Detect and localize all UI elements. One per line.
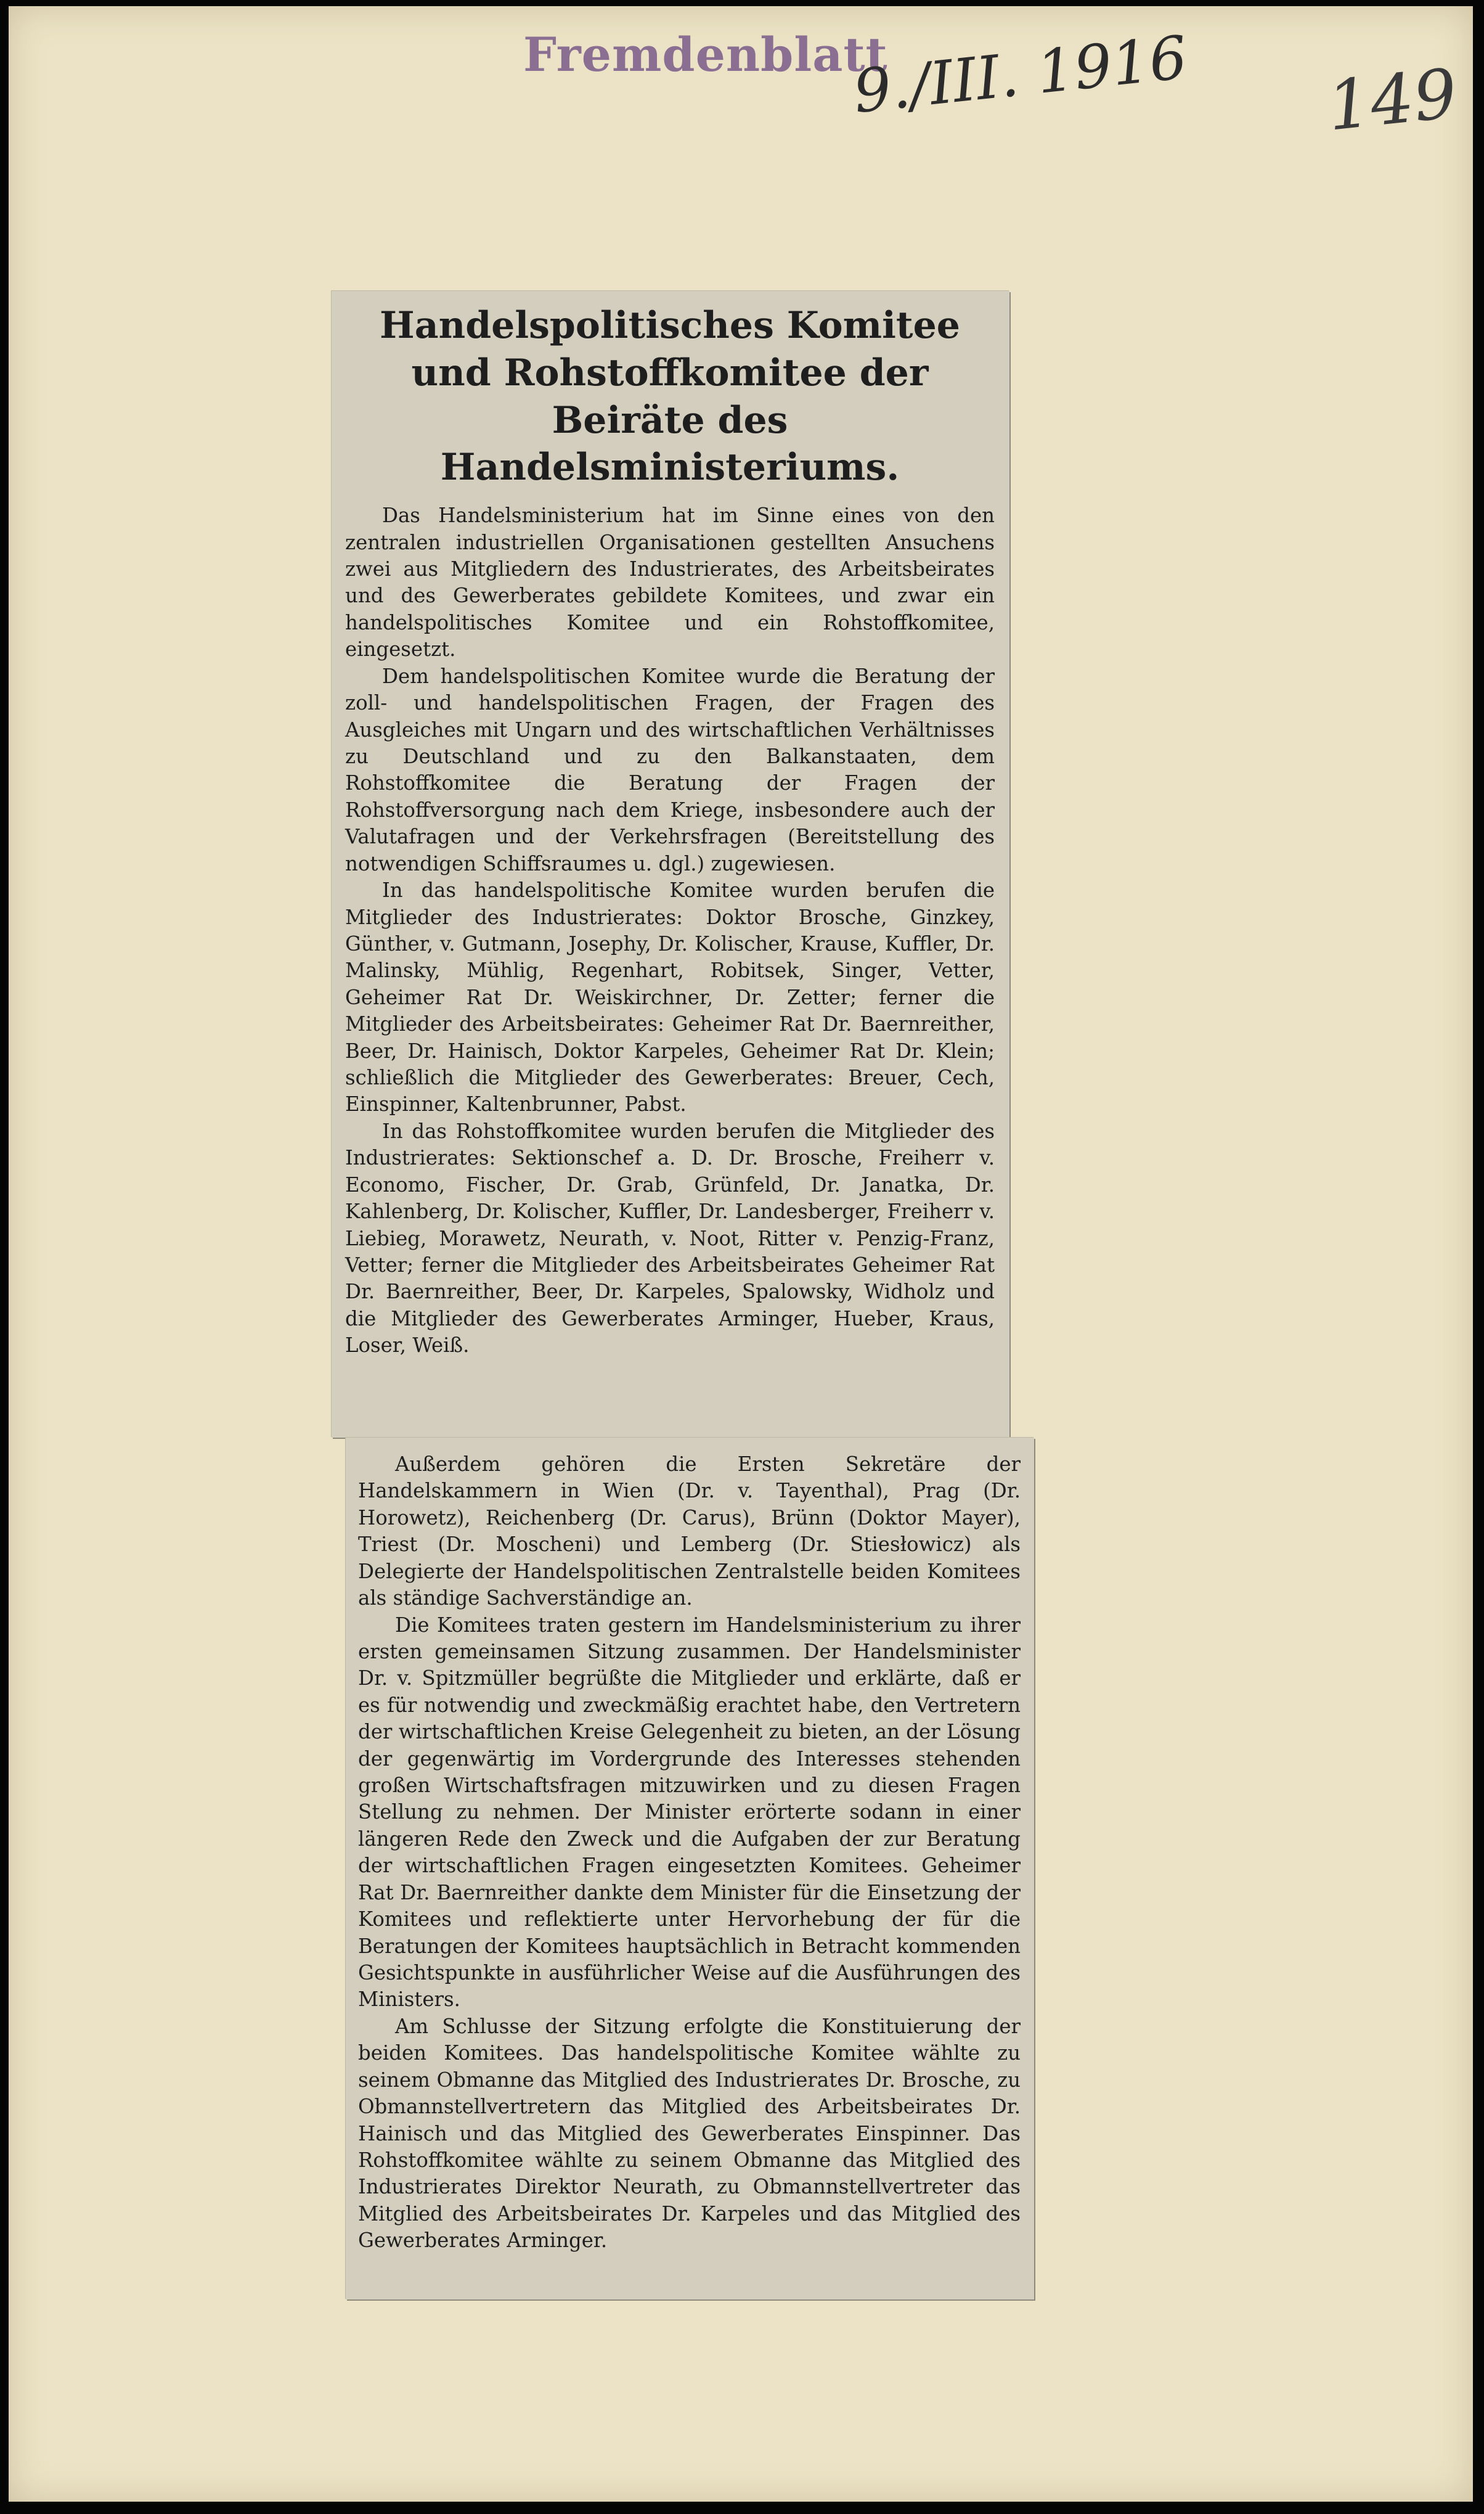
clipping-bottom xyxy=(346,1438,1034,2299)
archive-sheet xyxy=(9,6,1473,2502)
clipping-top xyxy=(332,291,1009,1438)
article-paragraph: In das handelspolitische Komitee wurden berufen die Mitglieder des Industrierates: Doktor Brosche, Ginzkey, Günther, v. Gutmann, Josephy, Dr. Kolischer, Krause, Kuffler, Dr. Malinsky, Mühlig, Regenhart, Robitsek, Singer, Vetter, Geheimer Rat Dr. Weiskirchner, Dr. Zetter; ferner die Mitglieder des Arbeitsbeirates: Geheimer Rat Dr. Baernreither, Beer, Dr. Hainisch, Doktor Karpeles, Geheimer Rat Dr. Klein; schließlich die Mitglieder des Gewerberates: Breuer, Cech, Einspinner, Kaltenbrunner, Pabst. xyxy=(345,878,995,1116)
article-paragraph: Am Schlusse der Sitzung erfolgte die Konstituierung der beiden Komitees. Das handelspolitische Komitee wählte zu seinem Obmanne das Mitglied des Industrierates Dr. Brosche, zu Obmannstellvertretern das Mitglied des Arbeitsbeirates Dr. Hainisch und das Mitglied des Gewerberates Einspinner. Das Rohstoffkomitee wählte zu seinem Obmanne das Mitglied des Industrierates Direktor Neurath, zu Obmannstellvertreter das Mitglied des Arbeitsbeirates Dr. Karpeles und das Mitglied des Gewerberates Arminger. xyxy=(358,2014,1021,2253)
article-headline: Handelspolitisches Komitee und Rohstoffkomitee der Beiräte des Handelsministeriums. xyxy=(380,304,960,489)
article-paragraph: Dem handelspolitischen Komitee wurde die Beratung der zoll- und handelspolitischen Fragen, der Fragen des Ausgleiches mit Ungarn und des wirtschaftlichen Verhältnisses zu Deutschland und zu den Balkanstaaten, dem Rohstoffkomitee die Beratung der Fragen der Rohstoffversorgung nach dem Kriege, insbesondere auch der Valutafragen und der Verkehrsfragen (Bereitstellung des notwendigen Schiffsraumes u. dgl.) zugewiesen. xyxy=(345,664,995,875)
newspaper-stamp: Fremdenblatt xyxy=(523,27,888,82)
page-number: 149 xyxy=(1323,54,1461,146)
article-paragraph: In das Rohstoffkomitee wurden berufen die Mitglieder des Industrierates: Sektionschef a. D. Dr. Brosche, Freiherr v. Economo, Fischer, Dr. Grab, Grünfeld, Dr. Janatka, Dr. Kahlenberg, Dr. Kolischer, Kuffler, Dr. Landesberger, Freiherr v. Liebieg, Morawetz, Neurath, v. Noot, Ritter v. Penzig-Franz, Vetter; ferner die Mitglieder des Arbeitsbeirates Geheimer Rat Dr. Baernreither, Beer, Dr. Karpeles, Spalowsky, Widholz und die Mitglieder des Gewerberates Arminger, Hueber, Kraus, Loser, Weiß. xyxy=(345,1119,995,1357)
article-paragraph: Das Handelsministerium hat im Sinne eines von den zentralen industriellen Organisationen gestellten Ansuchens zwei aus Mitgliedern des Industrierates, des Arbeitsbeirates und des Gewerberates gebildete Komitees, und zwar ein handelspolitisches Komitee und ein Rohstoffkomitee, eingesetzt. xyxy=(345,504,995,661)
article-paragraph: Außerdem gehören die Ersten Sekretäre der Handelskammern in Wien (Dr. v. Tayenthal), Prag (Dr. Horowetz), Reichenberg (Dr. Carus), Brünn (Doktor Mayer), Triest (Dr. Moscheni) und Lemberg (Dr. Stiesłowicz) als Delegierte der Handelspolitischen Zentralstelle beiden Komitees als ständige Sachverständige an. xyxy=(358,1452,1021,1610)
handwritten-date: 9./III. 1916 xyxy=(850,22,1191,127)
article-paragraph: Die Komitees traten gestern im Handelsministerium zu ihrer ersten gemeinsamen Sitzung zusammen. Der Handelsminister Dr. v. Spitzmüller begrüßte die Mitglieder und erklärte, daß er es für notwendig und zweckmäßig erachtet habe, den Vertretern der wirtschaftlichen Kreise Gelegenheit zu bieten, an der Lösung der gegenwärtig im Vordergrunde des Interesses stehenden großen Wirtschaftsfragen mitzuwirken und zu diesen Fragen Stellung zu nehmen. Der Minister erörterte sodann in einer längeren Rede den Zweck und die Aufgaben der zur Beratung der wirtschaftlichen Fragen eingesetzten Komitees. Geheimer Rat Dr. Baernreither dankte dem Minister für die Einsetzung der Komitees und reflektierte unter Hervorhebung der für die Beratungen der Komitees hauptsächlich in Betracht kommenden Gesichtspunkte in ausführlicher Weise auf die Ausführungen des Ministers. xyxy=(358,1613,1021,2012)
